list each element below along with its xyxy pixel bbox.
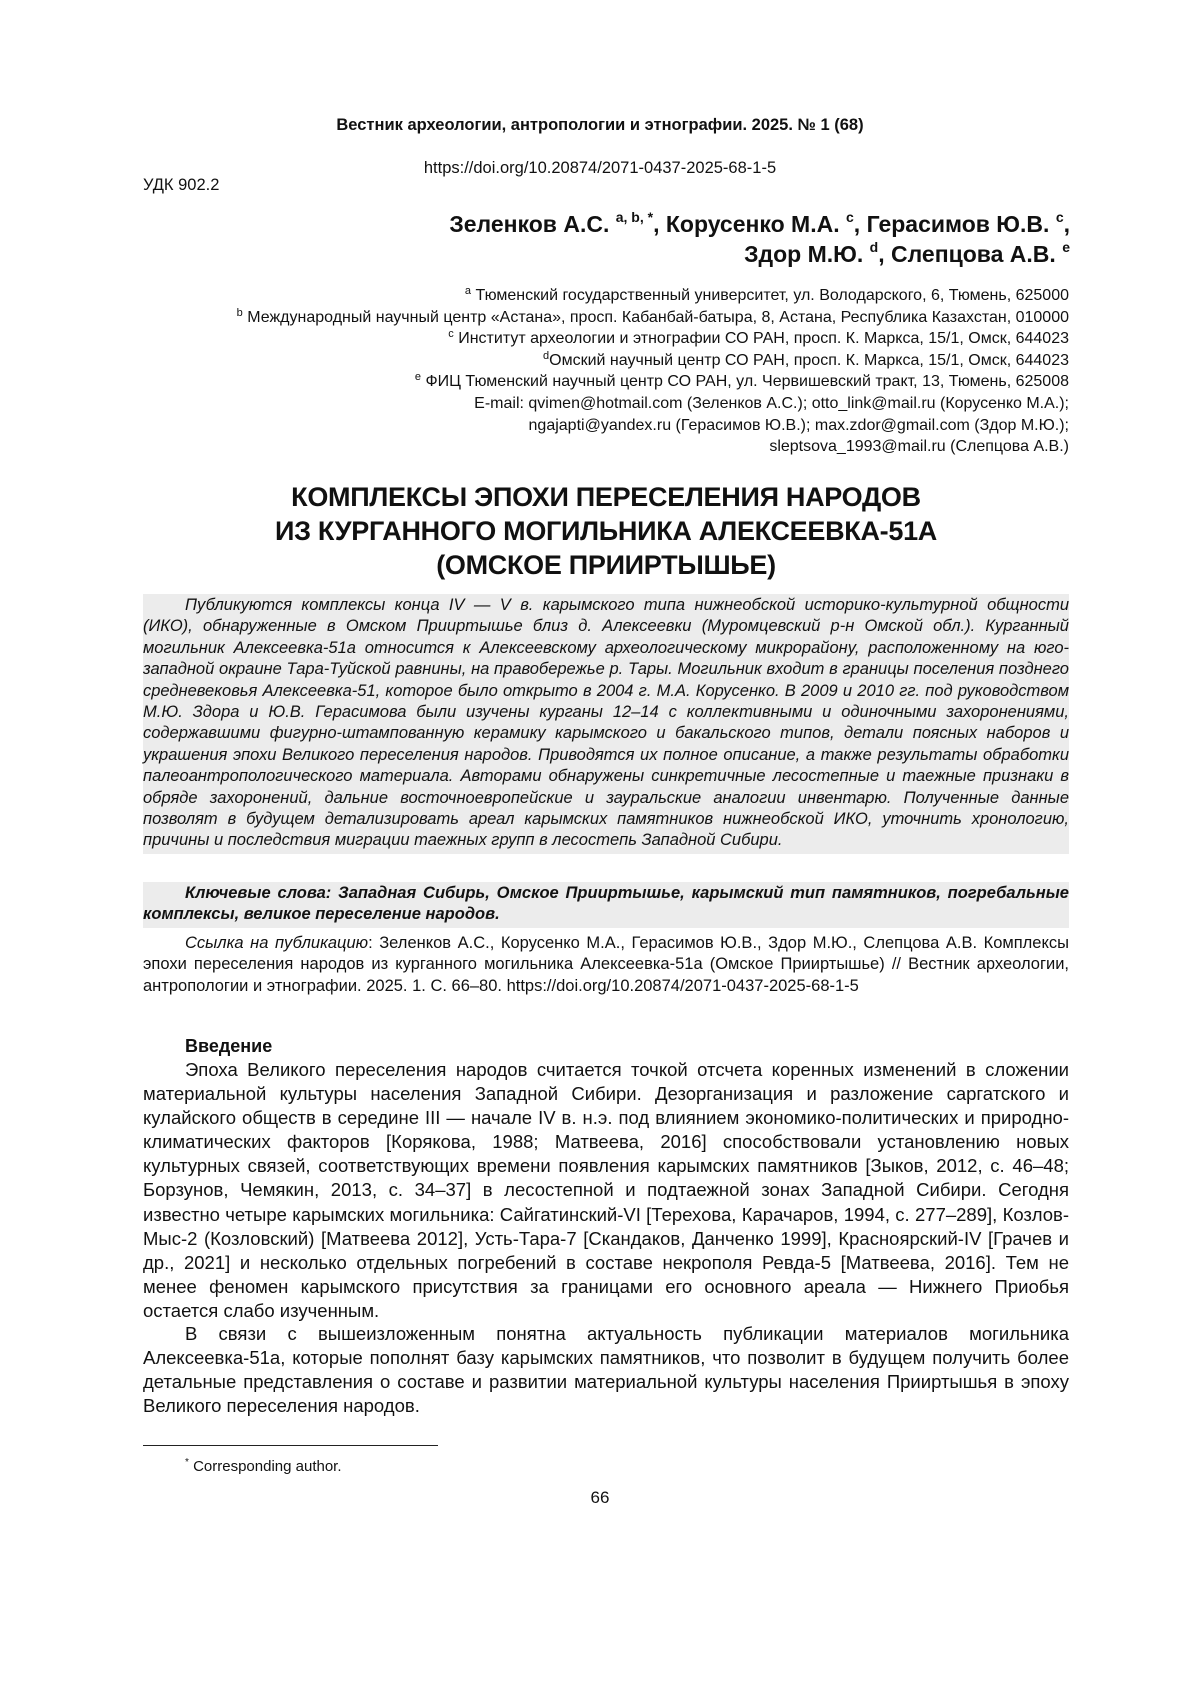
affiliation-text: Институт археологии и этнографии СО РАН, просп. К. Маркса, 15/1, Омск, 644023 <box>458 330 1069 348</box>
author-line-2: Здор М.Ю. $^d$, Слепцова А.В. $^e$ <box>744 239 1070 267</box>
affiliation-text: Омский научный центр СО РАН, просп. К. Маркса, 15/1, Омск, 644023 <box>549 351 1069 369</box>
affiliation-line <box>109 350 1069 372</box>
affiliation-line <box>109 371 1069 393</box>
author-affiliation-mark: a, b, * <box>615 209 654 225</box>
section-heading-introduction: Введение <box>185 1036 273 1056</box>
author-affiliation-mark: c <box>846 209 854 225</box>
author-name: Корусенко М.А. <box>665 211 840 237</box>
body-paragraph-1: Эпоха Великого переселения народов считается точкой отсчета коренных изменений в сложении материальной культуры населения Западной Сибири. Дезорганизация и разложение саргатского и кулайского обществ в середине III — начале IV в. н.э. под влиянием экономико-политических и природно-климатических факторов [Корякова, 1988; Матвеева, 2016] способствовали установлению новых культурных связей, соответствующих времени появления карымских памятников [Зыков, 2012, с. 46–48; Борзунов, Чемякин, 2013, с. 34–37] в лесостепной и подтаежной зонах Западной Сибири. Сегодня известно четыре карымских могильника: Сайгатинский-VI [Терехова, Карачаров, 1994, с. 277–289], Козлов-Мыс-2 (Козловский) [Матвеева 2012], Усть-Тара-7 [Скандаков, Данченко 1999], Красноярский-IV [Грачев и др., 2021] и несколько отдельных погребений в составе некрополя Ревда-5 [Матвеева, 2016]. Тем не менее феномен карымского присутствия за границами его основного ареала — Нижнего Приобья остается слабо изученным. <box>143 1059 1069 1321</box>
affiliation-text: Тюменский государственный университет, ул. Володарского, 6, Тюмень, 625000 <box>475 287 1069 304</box>
title-line-1: КОМПЛЕКСЫ ЭПОХИ ПЕРЕСЕЛЕНИЯ НАРОДОВ <box>291 482 921 512</box>
affiliations-block <box>109 285 1069 458</box>
udk-code: УДК 902.2 <box>143 176 220 194</box>
author-name: Зеленков А.С. <box>449 211 610 237</box>
author-affiliation-mark: d <box>869 239 879 255</box>
affiliation-mark: a <box>464 285 472 297</box>
citation-text: : Зеленков А.С., Корусенко М.А., Герасимов Ю.В., Здор М.Ю., Слепцова А.В. Комплексы эпохи переселения народов из курганного могильника Алексеевка-51а (Омское Прииртышье) // Вестник археологии, антропологии и этнографии. 2025. 1. С. 66–80. https://doi.org/10.20874/2071-0437-2025-68-1-5 <box>143 934 1069 995</box>
citation-block <box>143 933 1069 997</box>
author-name: Герасимов Ю.В. <box>866 211 1050 237</box>
doi-link[interactable]: https://doi.org/10.20874/2071-0437-2025-68-1-5 <box>423 159 777 177</box>
page-number: 66 <box>590 1488 610 1507</box>
affiliation-mark: c <box>448 328 454 341</box>
citation-label: Ссылка на публикацию <box>185 934 369 952</box>
email-line[interactable]: ngajapti@yandex.ru (Герасимов Ю.В.); max.zdor@gmail.com (Здор М.Ю.); <box>528 416 1069 434</box>
author-affiliation-mark: e <box>1062 239 1070 255</box>
footnote-text: Corresponding author. <box>193 1458 342 1475</box>
affiliation-text: ФИЦ Тюменский научный центр СО РАН, ул. Червишевский тракт, 13, Тюмень, 625008 <box>425 373 1069 391</box>
affiliation-mark: d <box>543 349 550 362</box>
keywords: Ключевые слова: Западная Сибирь, Омское Прииртышье, карымский тип памятников, погребальные комплексы, великое переселение народов. <box>143 882 1069 928</box>
body-paragraph-2: В связи с вышеизложенным понятна актуальность публикации материалов могильника Алексеевка-51а, которые пополнят базу карымских памятников, что позволит в будущем получить более детальные представления о составе и развитии материальной культуры населения Прииртышья в эпоху Великого переселения народов. <box>143 1323 1069 1417</box>
footnote <box>185 1458 342 1475</box>
footnote-mark: * <box>185 1457 189 1468</box>
affiliation-mark: b <box>236 306 243 319</box>
journal-header: Вестник археологии, антропологии и этнографии. 2025. № 1 (68) <box>336 116 864 134</box>
title-line-2: ИЗ КУРГАННОГО МОГИЛЬНИКА АЛЕКСЕЕВКА-51А <box>275 516 937 546</box>
affiliation-text: Международный научный центр «Астана», просп. Кабанбай-батыра, 8, Астана, Республика Казахстан, 010000 <box>247 308 1069 326</box>
author-list <box>449 209 1070 269</box>
affiliation-line <box>109 285 1069 307</box>
author-line-1: Зеленков А.С. $^{a, b, *}$, Корусенко М.А. $^c$, Герасимов Ю.В. $^c$, <box>449 209 1070 237</box>
affiliation-line <box>109 328 1069 350</box>
author-name: Здор М.Ю. <box>744 241 864 267</box>
title-line-3: (ОМСКОЕ ПРИИРТЫШЬЕ) <box>436 550 776 580</box>
abstract: Публикуются комплексы конца IV — V в. карымского типа нижнеобской историко-культурной общности (ИКО), обнаруженные в Омском Прииртышье близ д. Алексеевки (Муромцевский р-н Омской обл.). Курганный могильник Алексеевка-51а относится к Алексеевскому археологическому микрорайону, расположенному на юго-западной окраине Тара-Туйской равнины, на правобережье р. Тары. Могильник входит в границы поселения позднего средневековья Алексеевка-51, которое было открыто в 2004 г. М.А. Корусенко. В 2009 и 2010 гг. под руководством М.Ю. Здора и Ю.В. Герасимова были изучены курганы 12–14 с коллективными и одиночными захоронениями, содержавшими фигурно-штампованную керамику карымского и бакальского типов, детали поясных наборов и украшения эпохи Великого переселения народов. Приводятся их полное описание, а также результаты обработки палеоантропологического материала. Авторами обнаружены синкретичные лесостепные и таежные признаки в обряде захоронений, дальние восточноевропейские и зауральские аналогии инвентарю. Полученные данные позволят в будущем детализировать ареал карымских памятников нижнеобской ИКО, уточнить хронологию, причины и последствия миграции таежных групп в лесостепь Западной Сибири. <box>143 594 1069 854</box>
email-line[interactable]: E-mail: qvimen@hotmail.com (Зеленков А.С.); otto_link@mail.ru (Корусенко М.А.); <box>474 394 1069 412</box>
footnote-divider <box>143 1445 438 1446</box>
author-affiliation-mark: c <box>1055 209 1064 225</box>
article-title <box>143 480 1069 582</box>
affiliation-line <box>109 307 1069 329</box>
email-line[interactable]: sleptsova_1993@mail.ru (Слепцова А.В.) <box>769 438 1069 456</box>
author-name: Слепцова А.В. <box>891 241 1056 267</box>
affiliation-mark: e <box>414 371 422 384</box>
